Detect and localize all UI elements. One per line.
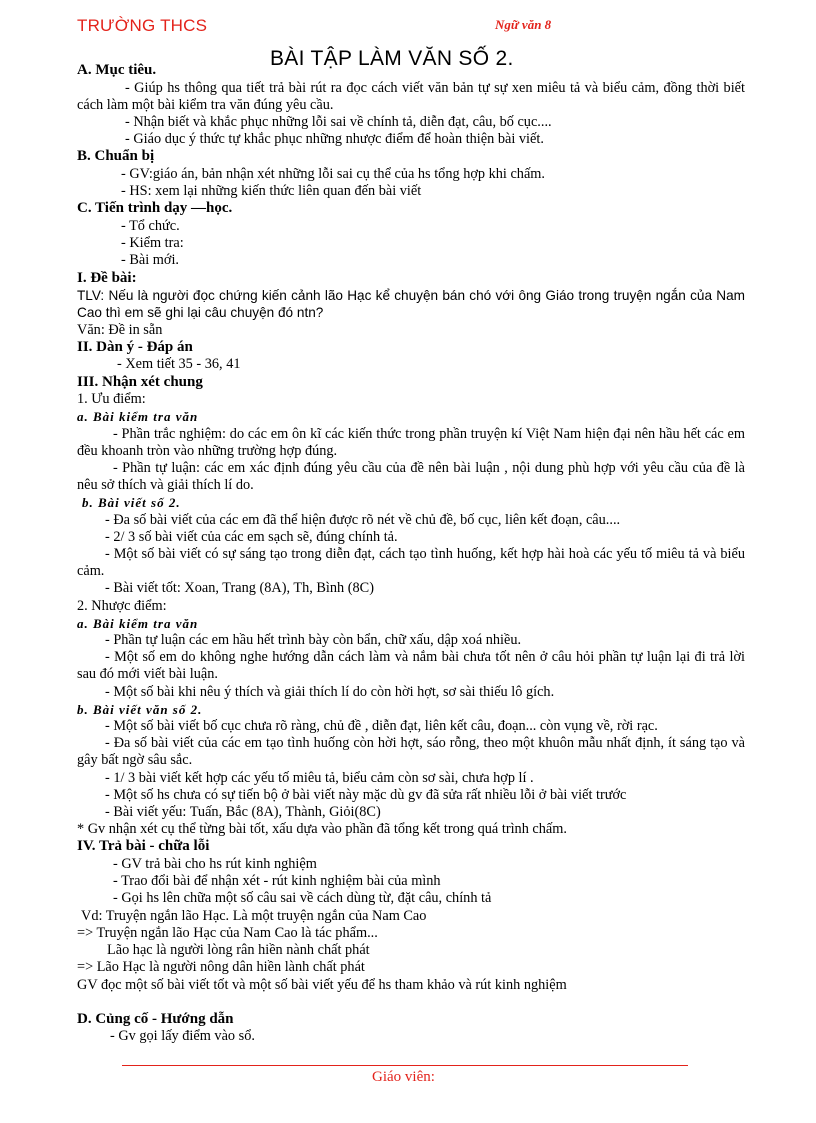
subheading: b. Bài viết số 2. bbox=[82, 495, 181, 511]
footer-divider bbox=[122, 1065, 688, 1066]
section-heading: D. Củng cố - Hướng dẫn bbox=[77, 1010, 234, 1027]
subheading: 2. Nhược điểm: bbox=[77, 597, 167, 614]
paragraph: - Bài viết yếu: Tuấn, Bắc (8A), Thành, Giỏi(8C) bbox=[105, 804, 381, 821]
example-line: Vd: Truyện ngắn lão Hạc. Là một truyện ngắn của Nam Cao bbox=[81, 907, 427, 924]
list-item: - Tổ chức. bbox=[121, 218, 180, 234]
list-item: - GV trả bài cho hs rút kinh nghiệm bbox=[113, 856, 317, 873]
list-item: - Bài mới. bbox=[121, 252, 179, 269]
paragraph: Văn: Đề in sẵn bbox=[77, 321, 163, 338]
section-heading: IV. Trả bài - chữa lỗi bbox=[77, 838, 210, 855]
subject-label: Ngữ văn 8 bbox=[495, 17, 552, 32]
paragraph: - Phần tự luận các em hầu hết trình bày còn bẩn, chữ xấu, dập xoá nhiều. bbox=[105, 632, 522, 649]
section-heading: C. Tiến trình dạy —học. bbox=[77, 200, 233, 217]
section-heading: I. Đề bài: bbox=[77, 269, 137, 286]
list-item: - Xem tiết 35 - 36, 41 bbox=[117, 356, 241, 373]
section-heading: B. Chuẩn bị bbox=[77, 148, 155, 165]
paragraph: - HS: xem lại những kiến thức liên quan đến bài viết bbox=[121, 183, 422, 200]
paragraph: - 1/ 3 bài viết kết hợp các yếu tố miêu tả, biểu cảm còn sơ sài, chưa hợp lí . bbox=[105, 769, 534, 786]
paragraph: - Bài viết tốt: Xoan, Trang (8A), Th, Bình (8C) bbox=[105, 580, 374, 597]
subheading: 1. Ưu điểm: bbox=[77, 391, 146, 408]
teacher-signature-label: Giáo viên: bbox=[372, 1069, 435, 1085]
section-heading: III. Nhận xét chung bbox=[77, 373, 203, 390]
list-item: - Trao đổi bài để nhận xét - rút kinh nghiệm bài của mình bbox=[113, 873, 441, 890]
example-line: Lão hạc là người lòng rân hiền nành chất phát bbox=[107, 942, 370, 959]
example-line: => Lão Hạc là người nông dân hiền lành chất phát bbox=[77, 959, 365, 976]
subheading: a. Bài kiểm tra văn bbox=[77, 615, 199, 631]
paragraph: - Phần tự luận: các em xác định đúng yêu cầu của đề nên bài luận , nội dung phù hợp với yêu cầu của đề là nêu sở thích và giải thích lí do. bbox=[77, 460, 745, 494]
document-body bbox=[77, 62, 745, 1046]
paragraph: - Giúp hs thông qua tiết trả bài rút ra đọc cách viết văn bản tự sự xen miêu tả và biểu cảm, đồng thời biết cách làm một bài kiểm tra văn đúng yêu cầu. bbox=[77, 79, 745, 113]
subheading: a. Bài kiểm tra văn bbox=[77, 409, 199, 425]
paragraph: - Một số bài viết có sự sáng tạo trong diễn đạt, cách tạo tình huống, kết hợp hài hoà các yếu tố miêu tả và biểu cảm. bbox=[77, 546, 745, 580]
list-item: - Kiểm tra: bbox=[121, 235, 184, 252]
paragraph: - Nhận biết và khắc phục những lỗi sai về chính tả, diễn đạt, câu, bố cục.... bbox=[125, 114, 552, 130]
school-name: TRƯỜNG THCS bbox=[77, 16, 208, 35]
example-line: => Truyện ngắn lão Hạc của Nam Cao là tác phẩm... bbox=[77, 924, 378, 941]
list-item: - Gv gọi lấy điểm vào sổ. bbox=[110, 1028, 255, 1045]
paragraph: TLV: Nếu là người đọc chứng kiến cảnh lão Hạc kể chuyện bán chó với ông Giáo trong truyện ngắn của Nam Cao thì em sẽ ghi lại câu chuyện đó ntn? bbox=[77, 288, 745, 321]
subheading: b. Bài viết văn số 2. bbox=[77, 701, 203, 717]
paragraph: - Phần trắc nghiệm: do các em ôn kĩ các kiến thức trong phần truyện kí Việt Nam hiện đại nên hầu hết các em đều khoanh tròn vào những trường hợp đúng. bbox=[77, 425, 745, 459]
paragraph: - Đa số bài viết của các em đã thể hiện được rõ nét về chủ đề, bố cục, liên kết đoạn, câu.... bbox=[105, 511, 621, 528]
paragraph: - 2/ 3 số bài viết của các em sạch sẽ, đúng chính tả. bbox=[105, 528, 398, 545]
paragraph: - Giáo dục ý thức tự khắc phục những nhược điểm để hoàn thiện bài viết. bbox=[125, 131, 544, 148]
paragraph: - GV:giáo án, bản nhận xét những lỗi sai cụ thể của hs tổng hợp khi chấm. bbox=[121, 166, 545, 182]
paragraph: - Một số bài viết bố cục chưa rõ ràng, chủ đề , diễn đạt, liên kết câu, đoạn... còn vụng về, rời rạc. bbox=[105, 718, 658, 735]
paragraph: - Một số bài khi nêu ý thích và giải thích lí do còn hời hợt, sơ sài thiếu lô gích. bbox=[105, 683, 555, 700]
section-heading: II. Dàn ý - Đáp án bbox=[77, 338, 193, 355]
paragraph: GV đọc một số bài viết tốt và một số bài viết yếu để hs tham khảo và rút kinh nghiệm bbox=[77, 976, 567, 993]
paragraph: - Một số em do không nghe hướng dẫn cách làm và nắm bài chưa tốt nên ở câu hỏi phần tự luận lại đi trả lời sau đó mới viết bài luận. bbox=[77, 649, 745, 683]
paragraph: - Đa số bài viết của các em tạo tình huống còn hời hợt, sáo rỗng, theo một khuôn mẫu nhất định, ít sáng tạo và gây bất ngờ sâu sắc. bbox=[77, 735, 745, 769]
paragraph: - Một số hs chưa có sự tiến bộ ở bài viết này mặc dù gv đã sửa rất nhiều lỗi ở bài viết trước bbox=[105, 786, 627, 803]
document-title: BÀI TẬP LÀM VĂN SỐ 2. bbox=[270, 47, 514, 70]
spacer bbox=[77, 994, 745, 1011]
paragraph: * Gv nhận xét cụ thể từng bài tốt, xấu dựa vào phần đã tổng kết trong quá trình chấm. bbox=[77, 821, 567, 838]
section-heading: A. Mục tiêu. bbox=[77, 62, 157, 78]
list-item: - Gọi hs lên chữa một số câu sai về cách dùng từ, đặt câu, chính tả bbox=[113, 890, 492, 907]
